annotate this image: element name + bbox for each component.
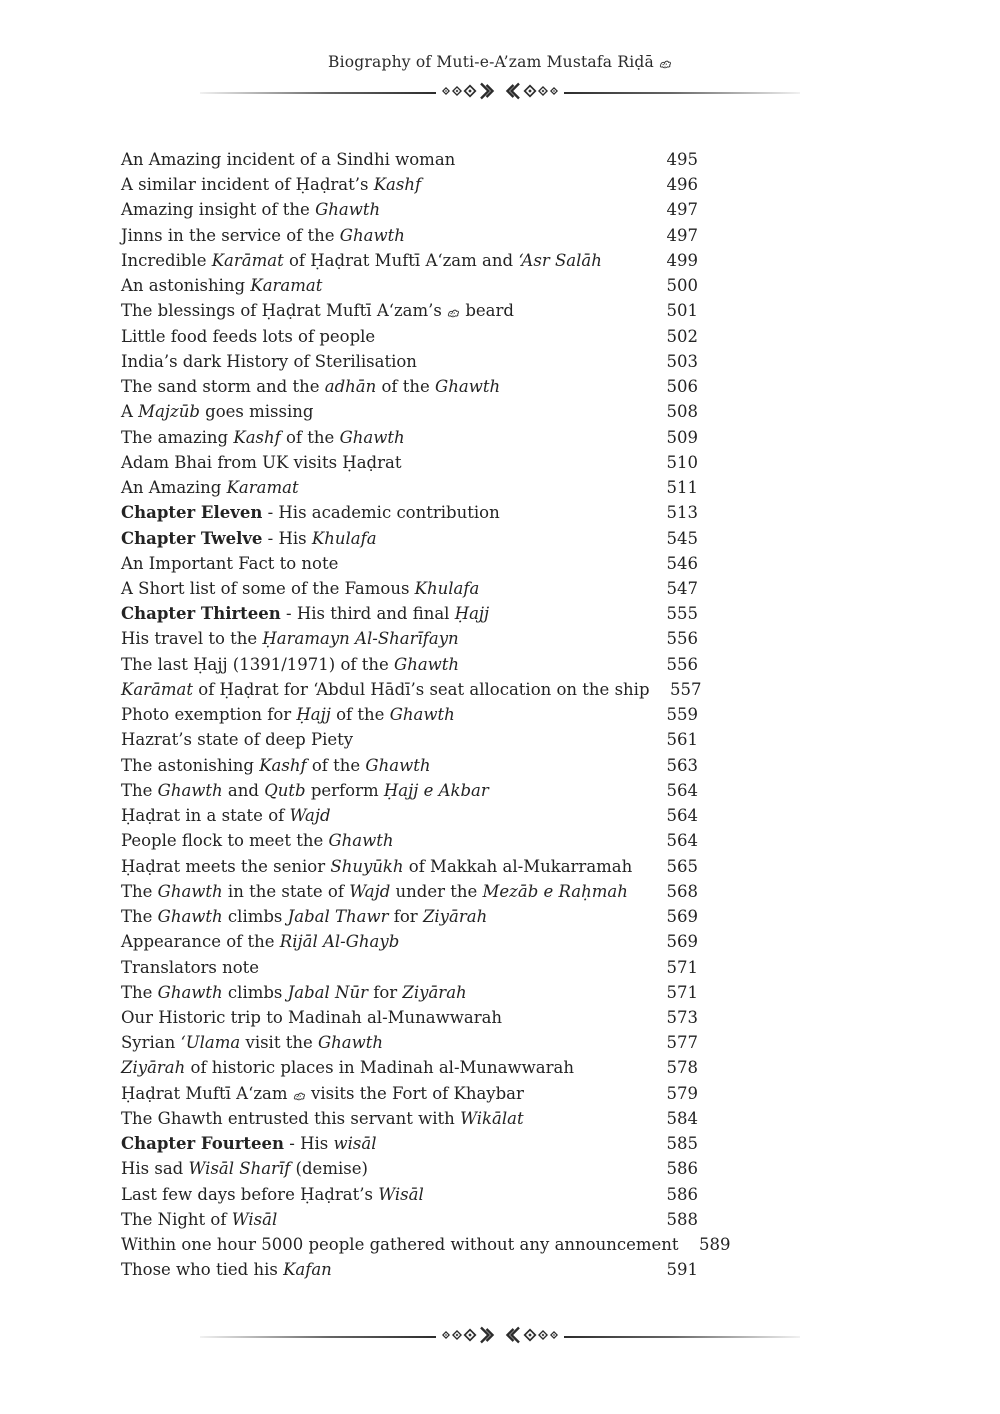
toc-entry-text-segment: Ghawth	[339, 225, 405, 245]
toc-entry-text-segment: Chapter Thirteen	[121, 604, 281, 624]
toc-entry-text-segment: Jinns in the service of the	[121, 225, 340, 245]
toc-entry-text-segment: for	[367, 982, 403, 1002]
toc-entry-text-segment: under the	[390, 881, 483, 901]
toc-entry	[121, 1156, 698, 1181]
toc-entry-text-segment: An astonishing	[121, 276, 251, 296]
toc-entry-page-number: 500	[666, 276, 698, 296]
toc-entry-title	[121, 753, 646, 778]
toc-entry-text-segment: Ziyārah	[121, 1058, 186, 1078]
toc-entry	[121, 1131, 698, 1156]
toc-entry	[121, 1257, 698, 1282]
toc-entry-text-segment: The	[121, 907, 158, 927]
toc-entry	[121, 879, 698, 904]
toc-entry-page-number: 571	[666, 957, 698, 977]
toc-entry	[121, 1055, 698, 1080]
toc-entry-text-segment: Qutb	[264, 780, 306, 800]
toc-entry-title	[121, 1106, 646, 1131]
toc-entry-page-number: 579	[666, 1083, 698, 1103]
toc-entry	[121, 1106, 698, 1131]
toc-entry	[121, 223, 698, 248]
toc-entry-page-number: 563	[666, 755, 698, 775]
toc-entry-text-segment: Karamat	[250, 276, 323, 296]
toc-entry	[121, 828, 698, 853]
toc-entry-title	[121, 324, 646, 349]
toc-entry-title	[121, 450, 646, 475]
toc-entry-text-segment: The	[121, 982, 158, 1002]
toc-entry-page-number: 556	[666, 629, 698, 649]
toc-entry-text-segment: The	[121, 881, 158, 901]
toc-entry-text-segment: Ghawth	[157, 881, 223, 901]
toc-entry	[121, 298, 698, 323]
toc-entry-page-number: 511	[666, 478, 698, 498]
toc-entry	[121, 955, 698, 980]
toc-entry-text-segment: of the	[376, 377, 436, 397]
toc-entry-page-number: 561	[666, 730, 698, 750]
toc-entry-text-segment: Hazrat’s state of deep Piety	[121, 730, 354, 750]
toc-entry-title	[121, 727, 646, 752]
toc-entry	[121, 626, 698, 651]
toc-entry-text-segment: Translators note	[121, 957, 260, 977]
toc-entry-page-number: 577	[666, 1033, 698, 1053]
toc-entry-title	[121, 1207, 646, 1232]
toc-entry-title	[121, 399, 646, 424]
toc-entry-text-segment: India’s dark History of Sterilisation	[121, 351, 417, 371]
toc-entry-page-number: 501	[666, 301, 698, 321]
toc-entry-text-segment: An Important Fact to note	[121, 553, 339, 573]
divider-rule-right	[564, 1336, 800, 1337]
toc-entry-page-number: 506	[666, 377, 698, 397]
toc-entry-text-segment: Wisāl	[378, 1184, 424, 1204]
toc-entry-text-segment: Mezāb e Raḥmah	[482, 881, 628, 901]
toc-entry-page-number: 510	[666, 452, 698, 472]
toc-entry-page-number: 565	[666, 856, 698, 876]
toc-entry-text-segment: Majzūb	[138, 402, 200, 422]
toc-entry	[121, 374, 698, 399]
toc-entry-text-segment: visit the	[240, 1033, 318, 1053]
toc-entry	[121, 854, 698, 879]
toc-entry-text-segment: Ziyārah	[422, 907, 488, 927]
toc-entry-text-segment: Within one hour 5000 people gathered without any announcement	[121, 1235, 679, 1255]
toc-entry-text-segment: Jabal Nūr	[287, 982, 368, 1002]
toc-entry	[121, 803, 698, 828]
toc-entry-page-number: 569	[666, 932, 698, 952]
toc-entry-text-segment: ‘Asr Salāh	[518, 250, 602, 270]
toc-entry-page-number: 497	[666, 200, 698, 220]
toc-entry	[121, 1005, 698, 1030]
toc-entry-title	[121, 475, 646, 500]
toc-entry-text-segment: Ghawth	[365, 755, 431, 775]
toc-entry-text-segment: Photo exemption for	[121, 705, 297, 725]
toc-entry	[121, 475, 698, 500]
toc-entry	[121, 1207, 698, 1232]
toc-entry-page-number: 499	[666, 250, 698, 270]
toc-entry-text-segment: The amazing	[121, 427, 234, 447]
toc-entry-text-segment: Wajd	[349, 881, 391, 901]
toc-entry-title	[121, 904, 646, 929]
toc-entry-text-segment: Wikālat	[460, 1108, 524, 1128]
toc-entry-title	[121, 172, 646, 197]
toc-entry-title	[121, 879, 646, 904]
toc-entry-text-segment: Last few days before Ḥaḍrat’s	[121, 1184, 379, 1204]
toc-entry-page-number: 588	[666, 1209, 698, 1229]
divider-rule-left	[200, 1336, 436, 1337]
toc-entry-page-number: 557	[670, 679, 702, 699]
toc-entry-page-number: 564	[666, 831, 698, 851]
toc-entry-text-segment: Rijāl Al-Ghayb	[279, 932, 400, 952]
toc-entry-title	[121, 147, 646, 172]
toc-entry-text-segment: Ḥaḍrat Muftī A‘zam	[121, 1083, 293, 1103]
toc-entry-text-segment: Kashf	[373, 175, 422, 195]
toc-entry-page-number: 503	[666, 351, 698, 371]
toc-entry-title	[121, 298, 646, 323]
toc-entry-title	[121, 1030, 646, 1055]
toc-entry-title	[121, 1055, 646, 1080]
toc-entry-text-segment: The last Ḥajj (1391/1971) of the	[121, 654, 395, 674]
toc-entry-text-segment: Chapter Eleven	[121, 503, 263, 523]
toc-entry-text-segment: Karāmat	[121, 679, 194, 699]
toc-entry-text-segment: Appearance of the	[121, 932, 280, 952]
toc-entry-text-segment: Adam Bhai from UK visits Ḥaḍrat	[121, 452, 402, 472]
toc-entry	[121, 248, 698, 273]
toc-entry-text-segment: Jabal Thawr	[287, 907, 389, 927]
toc-entry-text-segment: Amazing insight of the	[121, 200, 316, 220]
toc-entry	[121, 172, 698, 197]
toc-entry-title	[121, 223, 646, 248]
toc-entry-text-segment: The Night of	[121, 1209, 232, 1229]
toc-list	[121, 147, 731, 1283]
toc-entry	[121, 551, 698, 576]
toc-entry-text-segment: Ghawth	[389, 705, 455, 725]
toc-entry-text-segment: in the state of	[222, 881, 350, 901]
toc-entry-text-segment: Wajd	[289, 806, 331, 826]
toc-entry-title	[121, 854, 646, 879]
toc-entry-text-segment: Ghawth	[339, 427, 405, 447]
toc-entry-page-number: 555	[666, 604, 698, 624]
toc-entry-page-number: 571	[666, 982, 698, 1002]
toc-entry-text-segment: A	[121, 402, 139, 422]
toc-entry	[121, 652, 698, 677]
toc-entry-text-segment: The astonishing	[121, 755, 260, 775]
toc-entry-text-segment: Those who tied his	[121, 1260, 284, 1280]
toc-entry	[121, 677, 702, 702]
toc-entry-page-number: 585	[666, 1134, 698, 1154]
toc-entry-page-number: 559	[666, 705, 698, 725]
toc-entry-title	[121, 349, 646, 374]
toc-entry-text-segment: - His	[284, 1134, 334, 1154]
toc-entry	[121, 980, 698, 1005]
honorific-calligraphy-icon	[659, 52, 672, 72]
toc-entry	[121, 526, 698, 551]
toc-entry-page-number: 546	[666, 553, 698, 573]
toc-entry-text-segment: Khulafa	[414, 578, 480, 598]
bottom-divider	[200, 1325, 800, 1349]
toc-entry	[121, 778, 698, 803]
toc-entry-text-segment: Ghawth	[328, 831, 394, 851]
toc-entry-page-number: 564	[666, 780, 698, 800]
toc-entry-text-segment: His sad	[121, 1159, 189, 1179]
toc-entry-text-segment: of the	[280, 427, 340, 447]
toc-entry-page-number: 584	[666, 1108, 698, 1128]
toc-entry-text-segment: Karamat	[226, 478, 299, 498]
toc-entry-page-number: 508	[666, 402, 698, 422]
toc-entry-text-segment: Wisāl	[231, 1209, 278, 1229]
toc-entry-page-number: 495	[666, 150, 698, 169]
toc-entry	[121, 399, 698, 424]
toc-entry-text-segment: visits the Fort of Khaybar	[305, 1083, 524, 1103]
toc-entry-text-segment: beard	[460, 301, 514, 321]
page-header-title: Biography of Muti-e-A’zam Mustafa Riḍā	[328, 53, 654, 71]
toc-entry-text-segment: Kashf	[259, 755, 307, 775]
toc-entry-text-segment: of Ḥaḍrat for ‘Abdul Hādī’s seat allocation on the ship	[193, 679, 650, 699]
toc-entry-text-segment: Ḥajj	[454, 604, 490, 624]
toc-entry-page-number: 547	[666, 578, 698, 598]
toc-entry-page-number: 509	[666, 427, 698, 447]
toc-entry-text-segment: Ziyārah	[402, 982, 467, 1002]
toc-entry-page-number: 556	[666, 654, 698, 674]
toc-entry	[121, 197, 698, 222]
toc-entry-title	[121, 803, 646, 828]
toc-entry-page-number: 591	[666, 1260, 698, 1280]
toc-entry	[121, 500, 698, 525]
toc-entry-text-segment: Shuyūkh	[330, 856, 404, 876]
toc-entry	[121, 349, 698, 374]
toc-entry-text-segment: Chapter Twelve	[121, 528, 263, 548]
toc-entry-text-segment: Ghawth	[157, 907, 223, 927]
toc-entry-title	[121, 1182, 646, 1207]
toc-entry-title	[121, 955, 646, 980]
toc-entry	[121, 753, 698, 778]
toc-entry-page-number: 513	[666, 503, 698, 523]
toc-entry-text-segment: Ghawth	[394, 654, 460, 674]
divider-rule-right	[564, 92, 800, 93]
toc-entry-title	[121, 601, 646, 626]
toc-entry-text-segment: and	[222, 780, 265, 800]
toc-entry	[121, 425, 698, 450]
toc-entry-title	[121, 248, 646, 273]
toc-entry	[121, 727, 698, 752]
toc-entry-text-segment: A similar incident of Ḥaḍrat’s	[121, 175, 374, 195]
top-divider	[200, 81, 800, 105]
toc-entry-text-segment: Little food feeds lots of people	[121, 326, 376, 346]
toc-entry-text-segment: wisāl	[333, 1134, 377, 1154]
toc-entry-text-segment: of Ḥaḍrat Muftī A‘zam and	[283, 250, 519, 270]
toc-entry-page-number: 502	[666, 326, 698, 346]
toc-entry	[121, 1232, 731, 1257]
toc-entry-title	[121, 626, 646, 651]
toc-entry-title	[121, 425, 646, 450]
toc-entry-page-number: 578	[666, 1058, 698, 1078]
toc-entry-page-number: 586	[666, 1184, 698, 1204]
toc-entry-text-segment: for	[388, 907, 423, 927]
toc-entry-text-segment: Wisāl Sharīf	[188, 1159, 291, 1179]
toc-entry-page-number: 497	[666, 225, 698, 245]
toc-entry-text-segment: of the	[306, 755, 366, 775]
toc-entry-page-number: 573	[666, 1007, 698, 1027]
toc-entry-text-segment: A Short list of some of the Famous	[121, 578, 415, 598]
page-header	[0, 52, 1000, 72]
toc-entry-title	[121, 1232, 679, 1257]
toc-entry-text-segment: goes missing	[199, 402, 314, 422]
diamond-chevron-divider-icon	[438, 79, 562, 107]
toc-entry-text-segment: Ghawth	[157, 780, 223, 800]
toc-entry-text-segment: Syrian	[121, 1033, 181, 1053]
toc-entry	[121, 1030, 698, 1055]
toc-entry-page-number: 569	[666, 907, 698, 927]
toc-entry-title	[121, 1257, 646, 1282]
toc-entry-text-segment: Our Historic trip to Madinah al-Munawwarah	[121, 1007, 503, 1027]
toc-entry-text-segment: People flock to meet the	[121, 831, 329, 851]
toc-entry-text-segment: Ghawth	[317, 1033, 384, 1053]
toc-entry	[121, 1182, 698, 1207]
toc-entry	[121, 450, 698, 475]
toc-entry-text-segment: - His third and final	[280, 604, 455, 624]
toc-entry	[121, 576, 698, 601]
toc-entry-text-segment: An Amazing	[121, 478, 227, 498]
toc-entry-text-segment: His travel to the	[121, 629, 263, 649]
toc-entry-text-segment: The sand storm and the	[121, 377, 325, 397]
toc-entry-text-segment: of Makkah al-Mukarramah	[403, 856, 633, 876]
toc-entry-text-segment: (demise)	[290, 1159, 368, 1179]
toc-entry-text-segment: adhān	[324, 377, 377, 397]
toc-entry-title	[121, 1081, 646, 1106]
toc-entry-text-segment: Kafan	[283, 1260, 332, 1280]
toc-entry-text-segment: Incredible	[121, 250, 212, 270]
toc-entry-text-segment: Ghawth	[157, 982, 223, 1002]
toc-entry-text-segment: Ḥajj	[296, 705, 331, 725]
toc-entry-title	[121, 1131, 646, 1156]
toc-entry-page-number: 589	[699, 1235, 731, 1255]
toc-entry-text-segment: The Ghawth entrusted this servant with	[121, 1108, 461, 1128]
toc-entry-text-segment: - His	[262, 528, 312, 548]
toc-entry-title	[121, 1005, 646, 1030]
toc-entry-text-segment: The	[121, 780, 158, 800]
toc-entry-page-number: 545	[666, 528, 698, 548]
toc-entry-text-segment: The blessings of Ḥaḍrat Muftī A‘zam’s	[121, 301, 448, 321]
toc-entry-page-number: 568	[666, 881, 698, 901]
toc-entry-title	[121, 374, 646, 399]
toc-entry-text-segment: of historic places in Madinah al-Munawwarah	[185, 1058, 574, 1078]
toc-entry-text-segment: Chapter Fourteen	[121, 1134, 285, 1154]
honorific-calligraphy-icon	[293, 1081, 306, 1106]
toc-entry-title	[121, 551, 646, 576]
toc-entry	[121, 904, 698, 929]
toc-entry-text-segment: - His academic contribution	[262, 503, 500, 523]
divider-rule-left	[200, 92, 436, 93]
toc-entry-page-number: 564	[666, 806, 698, 826]
toc-entry-title	[121, 702, 646, 727]
honorific-calligraphy-icon	[447, 298, 460, 323]
toc-entry-title	[121, 778, 646, 803]
toc-entry-text-segment: Ghawth	[315, 200, 381, 220]
toc-entry-title	[121, 526, 646, 551]
toc-entry	[121, 601, 698, 626]
toc-entry-title	[121, 652, 646, 677]
toc-entry-text-segment: climbs	[222, 982, 288, 1002]
toc-entry-title	[121, 677, 650, 702]
toc-entry	[121, 324, 698, 349]
toc-entry-text-segment: An Amazing incident of a Sindhi woman	[121, 150, 456, 169]
toc-entry-title	[121, 1156, 646, 1181]
toc-entry	[121, 1081, 698, 1106]
toc-entry-text-segment: Khulafa	[311, 528, 377, 548]
toc-entry	[121, 147, 698, 172]
toc-entry-text-segment: perform	[305, 780, 384, 800]
toc-entry	[121, 702, 698, 727]
toc-entry-text-segment: Ghawth	[435, 377, 501, 397]
toc-entry-text-segment: ‘Ulama	[180, 1033, 241, 1053]
toc-entry-title	[121, 576, 646, 601]
toc-entry-page-number: 496	[666, 175, 698, 195]
toc-entry-title	[121, 828, 646, 853]
toc-entry-title	[121, 500, 646, 525]
toc-entry-page-number: 586	[666, 1159, 698, 1179]
toc-entry-title	[121, 273, 646, 298]
diamond-chevron-divider-icon	[438, 1323, 562, 1351]
toc-entry-text-segment: Ḥaḍrat in a state of	[121, 806, 290, 826]
toc-entry-text-segment: Ḥaramayn Al-Sharīfayn	[262, 629, 459, 649]
toc-entry	[121, 929, 698, 954]
toc-entry-text-segment: Kashf	[233, 427, 281, 447]
toc-entry-text-segment: Ḥaḍrat meets the senior	[121, 856, 331, 876]
toc-entry-title	[121, 197, 646, 222]
toc-entry	[121, 273, 698, 298]
toc-entry-title	[121, 929, 646, 954]
toc-entry-text-segment: of the	[330, 705, 390, 725]
toc-entry-text-segment: Ḥajj e Akbar	[383, 780, 489, 800]
toc-entry-text-segment: climbs	[222, 907, 288, 927]
toc-entry-text-segment: Karāmat	[211, 250, 284, 270]
toc-entry-title	[121, 980, 646, 1005]
